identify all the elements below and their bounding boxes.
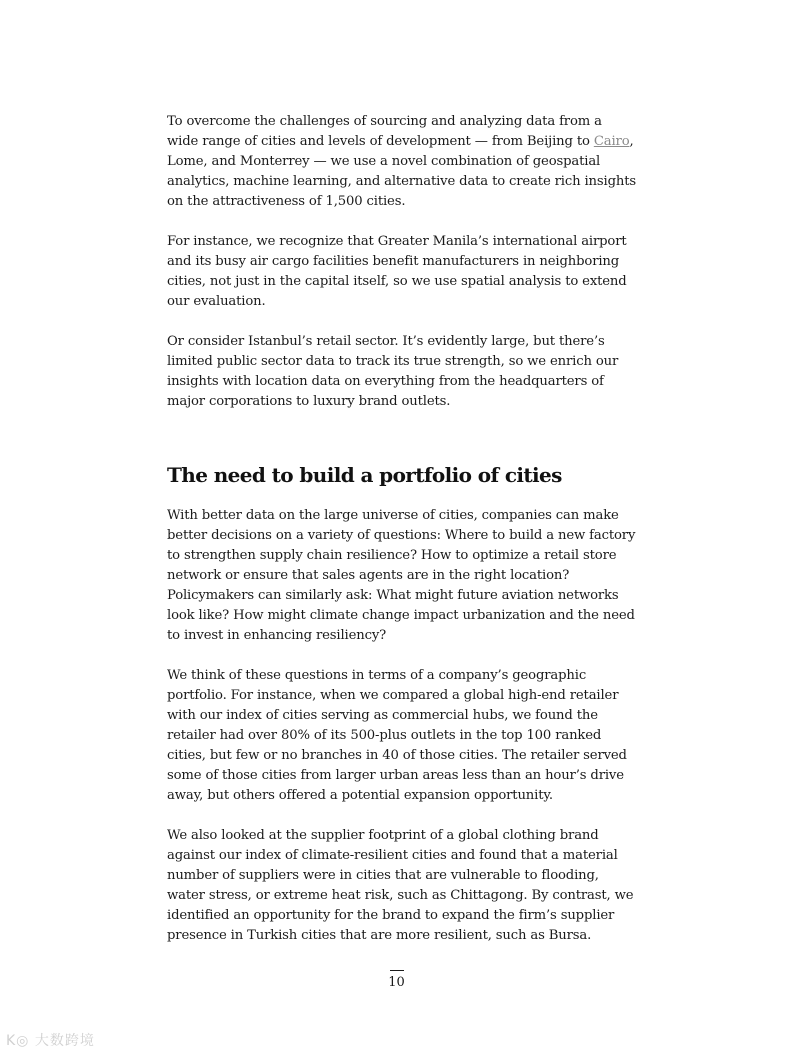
paragraph-geographic-portfolio: We think of these questions in terms of a company’s geographic portfolio. For instance, when we compared a global high-end retailer with our index of cities serving as commercial hubs, we found the retailer had over 80% of its 500-plus outlets in the top 100 ranked cities, but few or no branches in 40 of those cities. The retailer served some of those cities from larger urban areas less than an hour’s drive away, but others offered a potential expansion opportunity. <box>167 668 627 803</box>
section-spacer <box>167 432 637 462</box>
watermark-logo <box>6 1030 95 1050</box>
paragraph-text: To overcome the challenges of sourcing and analyzing data from a wide range of cities and levels of development — from Beijing to <box>167 114 602 149</box>
paragraph-data-sourcing <box>167 112 637 212</box>
section-heading: The need to build a portfolio of cities <box>167 463 562 487</box>
paragraph-supplier-footprint: We also looked at the supplier footprint of a global clothing brand against our index of climate-resilient cities and found that a material number of suppliers were in cities that are vulnerable to flooding, water stress, or extreme heat risk, such as Chittagong. By contrast, we identified an opportunity for the brand to expand the firm’s supplier presence in Turkish cities that are more resilient, such as Bursa. <box>167 828 634 943</box>
watermark-text: K◎ 大数跨境 <box>6 1033 95 1049</box>
paragraph-istanbul: Or consider Istanbul’s retail sector. It’s evidently large, but there’s limited public sector data to track its true strength, so we enrich our insights with location data on everything from the headquarters of major corporations to luxury brand outlets. <box>167 334 619 409</box>
paragraph-text: , Lome, and Monterrey — we use a novel combination of geospatial analytics, machine learning, and alternative data to create rich insights on the attractiveness of 1,500 cities. <box>167 134 636 209</box>
page-number-rule <box>390 970 404 971</box>
paragraph-manila: For instance, we recognize that Greater Manila’s international airport and its busy air cargo facilities benefit manufacturers in neighboring cities, not just in the capital itself, so we use spatial analysis to extend our evaluation. <box>167 234 627 309</box>
article-body <box>167 112 637 966</box>
page-footer <box>0 966 793 990</box>
page-number: 10 <box>388 975 405 990</box>
cairo-link[interactable]: Cairo <box>593 134 630 149</box>
paragraph-better-data: With better data on the large universe of cities, companies can make better decisions on a variety of questions: Where to build a new factory to strengthen supply chain resilience? How to optimize a retail store network or ensure that sales agents are in the right location? Policymakers can similarly ask: What might future aviation networks look like? How might climate change impact urbanization and the need to invest in enhancing resiliency? <box>167 508 636 643</box>
